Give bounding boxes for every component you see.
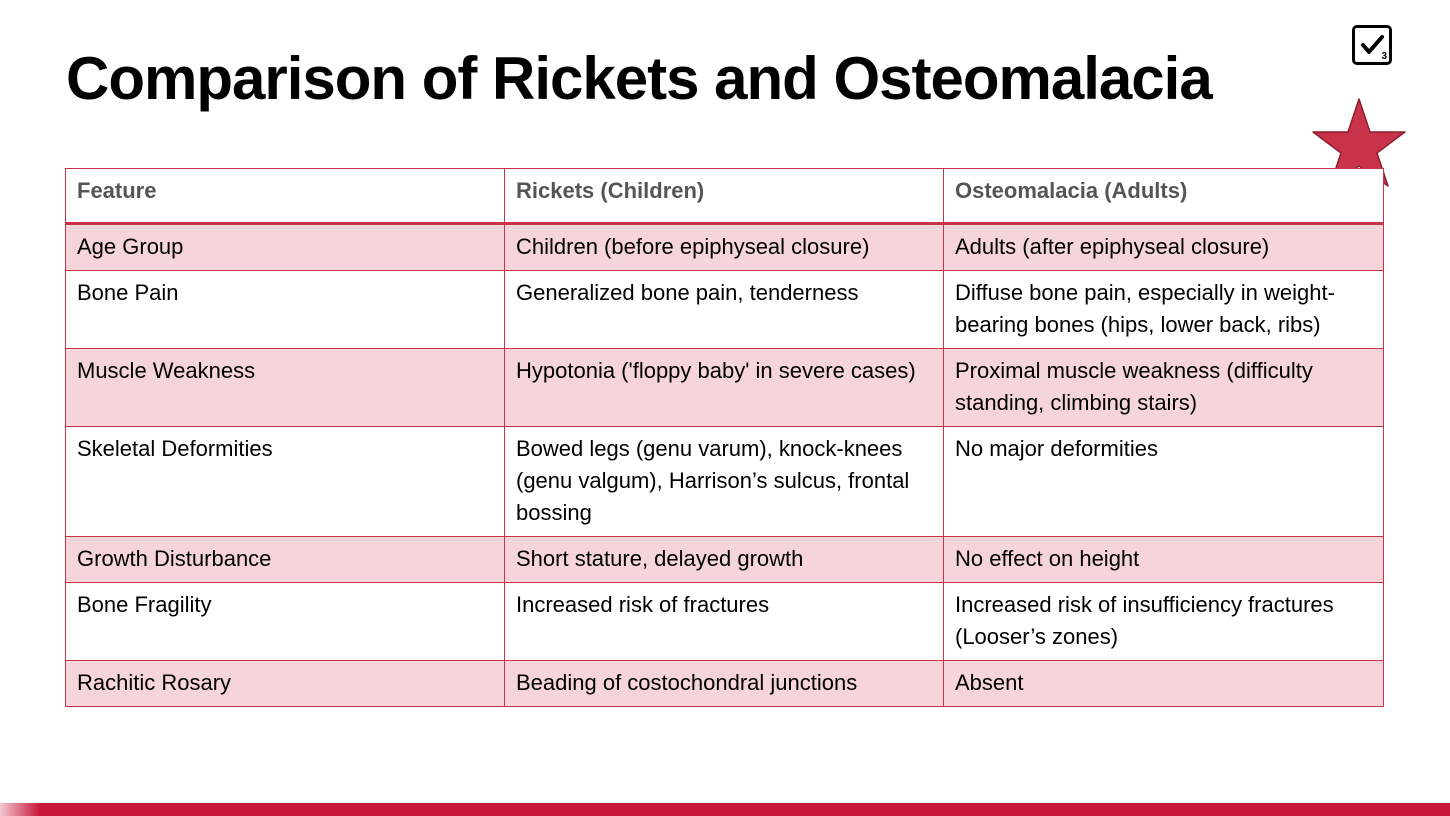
table-cell-feature: Muscle Weakness [66, 349, 505, 427]
table-row [66, 661, 1384, 707]
table-cell-rickets: Beading of costochondral junctions [505, 661, 944, 707]
table-row [66, 537, 1384, 583]
table-cell-osteomalacia: Diffuse bone pain, especially in weight-bearing bones (hips, lower back, ribs) [944, 271, 1384, 349]
comparison-table [65, 168, 1384, 707]
table-cell-feature: Age Group [66, 224, 505, 271]
table-cell-osteomalacia: Absent [944, 661, 1384, 707]
table-row [66, 349, 1384, 427]
table-cell-rickets: Hypotonia ('floppy baby' in severe cases) [505, 349, 944, 427]
table-cell-feature: Bone Pain [66, 271, 505, 349]
table-cell-rickets: Increased risk of fractures [505, 583, 944, 661]
slide-title: Comparison of Rickets and Osteomalacia [66, 45, 1212, 112]
checkbox-checked-icon[interactable] [1352, 25, 1392, 65]
table-header-row [66, 169, 1384, 224]
table-row [66, 583, 1384, 661]
table-cell-feature: Growth Disturbance [66, 537, 505, 583]
table-cell-osteomalacia: No major deformities [944, 427, 1384, 537]
table-row [66, 224, 1384, 271]
table-cell-rickets: Generalized bone pain, tenderness [505, 271, 944, 349]
table-cell-osteomalacia: No effect on height [944, 537, 1384, 583]
header-osteomalacia: Osteomalacia (Adults) [944, 169, 1384, 224]
table-cell-rickets: Short stature, delayed growth [505, 537, 944, 583]
table-cell-osteomalacia: Proximal muscle weakness (difficulty standing, climbing stairs) [944, 349, 1384, 427]
table-cell-rickets: Bowed legs (genu varum), knock-knees (genu valgum), Harrison’s sulcus, frontal bossing [505, 427, 944, 537]
table-row [66, 271, 1384, 349]
header-rickets: Rickets (Children) [505, 169, 944, 224]
table-cell-feature: Bone Fragility [66, 583, 505, 661]
table-cell-osteomalacia: Increased risk of insufficiency fractures (Looser’s zones) [944, 583, 1384, 661]
footer-accent-bar [0, 803, 1450, 816]
table-cell-osteomalacia: Adults (after epiphyseal closure) [944, 224, 1384, 271]
table-cell-feature: Rachitic Rosary [66, 661, 505, 707]
table-row [66, 427, 1384, 537]
header-feature: Feature [66, 169, 505, 224]
checkbox-count: 3 [1381, 51, 1387, 62]
table-cell-rickets: Children (before epiphyseal closure) [505, 224, 944, 271]
table-cell-feature: Skeletal Deformities [66, 427, 505, 537]
